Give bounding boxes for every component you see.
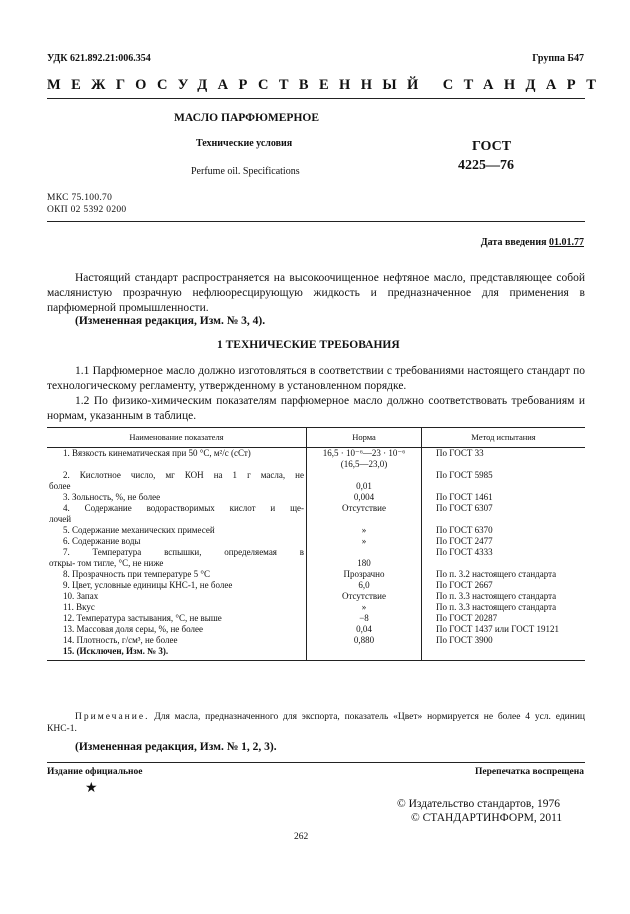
gost-number: 4225—76 bbox=[458, 158, 514, 173]
indicator-cell bbox=[47, 646, 307, 661]
norm-line: » bbox=[361, 536, 367, 546]
method-cell: По ГОСТ 4333 bbox=[422, 547, 586, 569]
indicator-line: 4. Содержание водорастворимых кислот и ще- bbox=[63, 503, 304, 513]
indicator-cell bbox=[47, 503, 307, 525]
table-row bbox=[47, 635, 585, 646]
indicator-line: 10. Запах bbox=[63, 591, 99, 601]
indicator-cell bbox=[47, 448, 307, 471]
indicator-line: 6. Содержание воды bbox=[63, 536, 141, 546]
method-cell: По ГОСТ 6307 bbox=[422, 503, 586, 525]
norm-cell bbox=[307, 536, 422, 547]
document-title: МАСЛО ПАРФЮМЕРНОЕ bbox=[174, 112, 320, 124]
table-row bbox=[47, 613, 585, 624]
norm-cell bbox=[307, 602, 422, 613]
norm-cell bbox=[307, 503, 422, 525]
intro-paragraph: Настоящий стандарт распространяется на высокоочищенное нефтяное масло, представляющее собой маслянистую прозрачную нефлюоресцирующую жидкость и предназначенное для применения в парфюмерной промышленности. bbox=[47, 272, 585, 314]
indicator-cell bbox=[47, 602, 307, 613]
norm-cell bbox=[307, 448, 422, 471]
indicator-line: 13. Массовая доля серы, %, не более bbox=[63, 624, 203, 634]
norm-cell bbox=[307, 591, 422, 602]
document-subtitle: Технические условия bbox=[196, 138, 293, 149]
indicator-line: 9. Цвет, условные единицы КНС-1, не более bbox=[63, 580, 233, 590]
intro-date bbox=[481, 237, 584, 248]
method-cell: По ГОСТ 6370 bbox=[422, 525, 586, 536]
table-header-norm: Норма bbox=[307, 428, 422, 448]
indicator-cell bbox=[47, 547, 307, 569]
page-number: 262 bbox=[294, 832, 309, 842]
english-title: Perfume oil. Specifications bbox=[191, 166, 300, 177]
norm-cell bbox=[307, 624, 422, 635]
norm-line: Отсутствие bbox=[342, 503, 386, 513]
indicator-line: 8. Прозрачность при температуре 5 °С bbox=[63, 569, 211, 579]
indicator-cell bbox=[47, 525, 307, 536]
norm-line: 0,01 bbox=[356, 481, 372, 491]
norm-line: 16,5 · 10⁻⁶—23 · 10⁻⁶ bbox=[322, 448, 406, 458]
norm-cell bbox=[307, 569, 422, 580]
indicator-cell bbox=[47, 470, 307, 492]
norm-line: 0,04 bbox=[356, 624, 372, 634]
paragraph-1-1: 1.1 Парфюмерное масло должно изготовляться в соответствии с требованиями настоящего стандарт по технологическому регламенту, утвержденному в установленном порядке. bbox=[47, 365, 585, 392]
table-row bbox=[47, 591, 585, 602]
indicator-line: 12. Температура застывания, °С, не выше bbox=[63, 613, 222, 623]
norm-cell bbox=[307, 470, 422, 492]
table-header-indicator: Наименование показателя bbox=[47, 428, 307, 448]
indicator-cell bbox=[47, 591, 307, 602]
table-row bbox=[47, 624, 585, 635]
norm-cell bbox=[307, 646, 422, 661]
indicator-cell bbox=[47, 536, 307, 547]
reprint-notice: Перепечатка воспрещена bbox=[474, 767, 584, 777]
norm-line bbox=[309, 547, 419, 558]
norm-line: (16,5—23,0) bbox=[340, 459, 388, 469]
section-heading: 1 ТЕХНИЧЕСКИЕ ТРЕБОВАНИЯ bbox=[217, 339, 400, 351]
indicator-line: 2. Кислотное число, мг КОН на 1 г масла, не bbox=[63, 470, 304, 480]
table-header-method: Метод испытания bbox=[422, 428, 586, 448]
table-row bbox=[47, 448, 585, 471]
indicator-line: 14. Плотность, г/см³, не более bbox=[63, 635, 178, 645]
method-cell: По ГОСТ 1461 bbox=[422, 492, 586, 503]
intro-date-value: 01.01.77 bbox=[549, 237, 584, 248]
method-cell: По ГОСТ 2477 bbox=[422, 536, 586, 547]
header-rule bbox=[47, 98, 585, 99]
table-note bbox=[47, 711, 585, 735]
indicator-line: откры- том тигле, °С, не ниже bbox=[49, 558, 164, 568]
norm-line bbox=[309, 470, 419, 481]
table-row bbox=[47, 569, 585, 580]
intro-date-label: Дата введения bbox=[480, 237, 547, 248]
method-cell: По ГОСТ 5985 bbox=[422, 470, 586, 492]
norm-line: 0,004 bbox=[353, 492, 375, 502]
indicator-cell bbox=[47, 492, 307, 503]
note-label: Примечание. bbox=[75, 712, 150, 722]
indicator-cell bbox=[47, 569, 307, 580]
udk-code: УДК 621.892.21:006.354 bbox=[47, 53, 151, 64]
method-cell: По ГОСТ 2667 bbox=[422, 580, 586, 591]
norm-cell bbox=[307, 547, 422, 569]
okp-code: ОКП 02 5392 0200 bbox=[47, 205, 127, 215]
mks-code: МКС 75.100.70 bbox=[47, 193, 113, 203]
official-edition: Издание официальное bbox=[47, 767, 143, 777]
indicator-line: 11. Вкус bbox=[63, 602, 95, 612]
norm-cell bbox=[307, 525, 422, 536]
table-amendment: (Измененная редакция, Изм. № 1, 2, 3). bbox=[75, 741, 277, 753]
intro-amendment: (Измененная редакция, Изм. № 3, 4). bbox=[75, 315, 266, 327]
paragraph-1-2: 1.2 По физико-химическим показателям парфюмерное масло должно соответствовать требованиям и нормам, указанным в таблице. bbox=[47, 395, 585, 422]
table-row bbox=[47, 525, 585, 536]
star-icon: ★ bbox=[85, 781, 98, 796]
indicator-cell bbox=[47, 613, 307, 624]
copyright-standartinform: © СТАНДАРТИНФОРМ, 2011 bbox=[411, 812, 563, 824]
requirements-table bbox=[47, 427, 585, 661]
table-row bbox=[47, 503, 585, 525]
table-row bbox=[47, 602, 585, 613]
standard-banner: МЕЖГОСУДАРСТВЕННЫЙ СТАНДАРТ bbox=[47, 77, 607, 93]
indicator-cell bbox=[47, 580, 307, 591]
norm-line: » bbox=[361, 525, 367, 535]
codes-rule bbox=[47, 221, 585, 222]
indicator-cell bbox=[47, 624, 307, 635]
norm-cell bbox=[307, 613, 422, 624]
norm-line: 6,0 bbox=[358, 580, 370, 590]
method-cell: По ГОСТ 33 bbox=[422, 448, 586, 471]
method-cell: По п. 3.2 настоящего стандарта bbox=[422, 569, 586, 580]
norm-cell bbox=[307, 492, 422, 503]
footer-rule bbox=[47, 762, 585, 763]
table-row bbox=[47, 492, 585, 503]
norm-line: −8 bbox=[359, 613, 369, 623]
gost-label: ГОСТ bbox=[472, 139, 512, 154]
method-cell: По ГОСТ 1437 или ГОСТ 19121 bbox=[422, 624, 586, 635]
indicator-line: 15. (Исключен, Изм. № 3). bbox=[63, 646, 169, 656]
indicator-line: 1. Вязкость кинематическая при 50 °С, м²/с (сСт) bbox=[63, 448, 251, 458]
table-row bbox=[47, 470, 585, 492]
indicator-line: более bbox=[49, 481, 71, 491]
indicator-line: 7. Температура вспышки, определяемая в bbox=[63, 547, 304, 557]
indicator-cell bbox=[47, 635, 307, 646]
table-row bbox=[47, 580, 585, 591]
norm-line: 180 bbox=[357, 558, 371, 568]
norm-cell bbox=[307, 580, 422, 591]
norm-line: 0,880 bbox=[353, 635, 375, 645]
method-cell bbox=[422, 646, 586, 661]
norm-cell bbox=[307, 635, 422, 646]
norm-line: Отсутствие bbox=[342, 591, 386, 601]
table-row bbox=[47, 547, 585, 569]
group-code: Группа Б47 bbox=[532, 53, 584, 64]
method-cell: По п. 3.3 настоящего стандарта bbox=[422, 602, 586, 613]
indicator-line: лочей bbox=[49, 514, 72, 524]
method-cell: По п. 3.3 настоящего стандарта bbox=[422, 591, 586, 602]
norm-line: » bbox=[361, 602, 367, 612]
norm-line bbox=[309, 646, 419, 657]
method-cell: По ГОСТ 3900 bbox=[422, 635, 586, 646]
method-cell: По ГОСТ 20287 bbox=[422, 613, 586, 624]
table-row bbox=[47, 646, 585, 661]
indicator-line: 3. Зольность, %, не более bbox=[63, 492, 161, 502]
copyright-publisher: © Издательство стандартов, 1976 bbox=[397, 798, 561, 810]
note-text: Для масла, предназначенного для экспорта, показатель «Цвет» нормируется не более 4 усл. единиц КНС-1. bbox=[47, 712, 585, 734]
norm-line: Прозрачно bbox=[343, 569, 385, 579]
table-row bbox=[47, 536, 585, 547]
indicator-line: 5. Содержание механических примесей bbox=[63, 525, 215, 535]
